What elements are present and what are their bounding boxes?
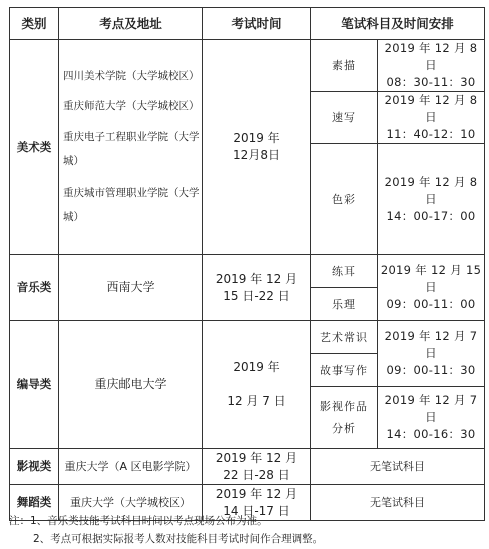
directing-subject-story-writing: 故事写作 [311, 354, 378, 387]
header-written-subjects: 笔试科目及时间安排 [311, 8, 485, 40]
table-row [10, 40, 485, 92]
directing-exam-time: 2019 年 12 月 7 日 [203, 321, 311, 449]
dance-location: 重庆大学（大学城校区） [59, 485, 203, 521]
note-line-1: 注：1、音乐类技能考试科目时间以考点现场公布为准。 [9, 515, 268, 527]
art-location-4: 重庆城市管理职业学院（大学城） [63, 187, 200, 223]
music-written-time: 2019 年 12 月 15 日 09：00-11：00 [378, 255, 485, 321]
film-location: 重庆大学（A 区电影学院） [59, 449, 203, 485]
header-location: 考点及地址 [59, 8, 203, 40]
category-music: 音乐类 [10, 255, 59, 321]
art-subject-sketch-time: 2019 年 12 月 8 日 08：30-11：30 [378, 40, 485, 92]
notes [9, 512, 484, 548]
category-art: 美术类 [10, 40, 59, 255]
music-subject-theory: 乐理 [311, 288, 378, 321]
category-dance: 舞蹈类 [10, 485, 59, 521]
directing-location: 重庆邮电大学 [59, 321, 203, 449]
music-subject-ear-training: 练耳 [311, 255, 378, 288]
header-category: 类别 [10, 8, 59, 40]
exam-schedule-table [9, 7, 485, 521]
table-row [10, 255, 485, 288]
art-subject-sketch: 素描 [311, 40, 378, 92]
art-subject-quick-sketch-time: 2019 年 12 月 8 日 11：40-12：10 [378, 92, 485, 144]
art-exam-time: 2019 年 12月8日 [203, 40, 311, 255]
header-exam-time: 考试时间 [203, 8, 311, 40]
directing-afternoon-time: 2019 年 12 月 7 日 14：00-16：30 [378, 387, 485, 449]
art-locations [59, 40, 203, 255]
music-location: 西南大学 [59, 255, 203, 321]
art-location-2: 重庆师范大学（大学城校区） [63, 100, 200, 112]
dance-written: 无笔试科目 [311, 485, 485, 521]
film-written: 无笔试科目 [311, 449, 485, 485]
note-line-2: 2、考点可根据实际报考人数对技能科目考试时间作合理调整。 [33, 533, 324, 545]
directing-subject-art-knowledge: 艺术常识 [311, 321, 378, 354]
directing-morning-time: 2019 年 12 月 7 日 09：00-11：30 [378, 321, 485, 387]
category-directing: 编导类 [10, 321, 59, 449]
film-exam-time: 2019 年 12 月 22 日-28 日 [203, 449, 311, 485]
category-film: 影视类 [10, 449, 59, 485]
music-exam-time: 2019 年 12 月 15 日-22 日 [203, 255, 311, 321]
table-row [10, 449, 485, 485]
art-subject-quick-sketch: 速写 [311, 92, 378, 144]
art-location-3: 重庆电子工程职业学院（大学城） [63, 131, 200, 167]
art-subject-color: 色彩 [311, 144, 378, 255]
exam-schedule-table-container [9, 7, 484, 521]
art-location-1: 四川美术学院（大学城校区） [63, 70, 200, 82]
art-subject-color-time: 2019 年 12 月 8 日 14：00-17：00 [378, 144, 485, 255]
directing-subject-film-analysis: 影视作品 分析 [311, 387, 378, 449]
dance-exam-time: 2019 年 12 月 14 日-17 日 [203, 485, 311, 521]
table-row [10, 321, 485, 354]
header-row [10, 8, 485, 40]
